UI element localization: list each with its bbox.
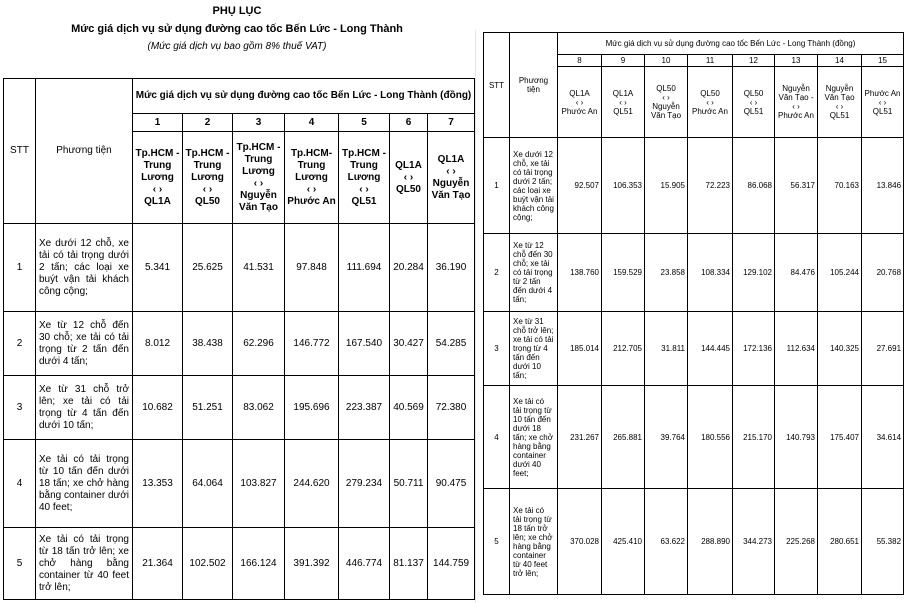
stt-header: STT [484, 33, 510, 138]
price-cell: 106.353 [602, 138, 645, 234]
vehicle-description: Xe dưới 12 chỗ, xe tải có tải trọng dưới 2 tấn; các loại xe buýt vận tải khách công cộng; [36, 224, 133, 312]
route-arrow: ‹ › [619, 97, 627, 107]
column-number: 12 [733, 55, 775, 67]
route-endpoint: QL51 [613, 106, 633, 116]
route-header [602, 67, 645, 138]
price-cell: 344.273 [733, 489, 775, 595]
table-row [4, 312, 475, 376]
vehicle-description: Xe từ 12 chỗ đến 30 chỗ; xe tải có tải trọng từ 2 tấn đến dưới 4 tấn; [36, 312, 133, 376]
row-stt: 4 [484, 386, 510, 489]
vehicle-description: Xe từ 12 chỗ đến 30 chỗ; xe tải có tải trọng từ 2 tấn đến dưới 4 tấn; [510, 234, 558, 312]
column-number: 4 [285, 114, 339, 132]
vehicle-description: Xe tải có tải trọng từ 18 tấn trở lên; xe chở hàng bằng container từ 40 feet trở lên; [510, 489, 558, 595]
vehicle-description: Xe dưới 12 chỗ, xe tải có tải trọng dưới 2 tấn; các loại xe buýt vận tải khách công cộng; [510, 138, 558, 234]
price-cell: 112.634 [775, 312, 818, 386]
route-endpoint: Nguyễn Văn Tạo - [778, 84, 814, 102]
route-arrow: ‹ › [446, 165, 456, 177]
price-cell: 83.062 [233, 376, 285, 440]
document-subtitle: Mức giá dịch vụ sử dụng đường cao tốc Bến Lức - Long Thành [71, 23, 403, 35]
price-cell: 111.694 [339, 224, 390, 312]
column-number: 15 [862, 55, 904, 67]
route-endpoint: Nguyễn Văn Tạo [431, 177, 471, 201]
price-cell: 92.507 [558, 138, 602, 234]
column-number: 13 [775, 55, 818, 67]
price-cell: 244.620 [285, 440, 339, 528]
price-table-left [3, 78, 475, 600]
price-cell: 23.858 [645, 234, 688, 312]
table-row [484, 312, 904, 386]
table-row [4, 528, 475, 600]
price-cell: 90.475 [428, 440, 475, 528]
vehicle-description: Xe tải có tải trọng từ 10 tấn đến dưới 18 tấn; xe chở hàng bằng container dưới 40 feet; [510, 386, 558, 489]
row-stt: 3 [4, 376, 36, 440]
route-arrow: ‹ › [706, 97, 714, 107]
route-header [233, 132, 285, 224]
route-endpoint: Nguyễn Văn Tạo [239, 189, 278, 213]
table-row [484, 386, 904, 489]
price-cell: 144.445 [688, 312, 733, 386]
column-number: 3 [233, 114, 285, 132]
price-cell: 51.251 [183, 376, 233, 440]
stt-header: STT [4, 79, 36, 224]
price-cell: 63.622 [645, 489, 688, 595]
vat-note: (Mức giá dịch vụ bao gồm 8% thuế VAT) [147, 41, 327, 52]
route-arrow: ‹ › [152, 183, 163, 195]
route-header [390, 132, 428, 224]
price-cell: 146.772 [285, 312, 339, 376]
row-stt: 1 [484, 138, 510, 234]
route-header [775, 67, 818, 138]
column-number: 14 [818, 55, 862, 67]
price-cell: 97.848 [285, 224, 339, 312]
price-cell: 185.014 [558, 312, 602, 386]
price-cell: 38.438 [183, 312, 233, 376]
column-number: 6 [390, 114, 428, 132]
route-header [133, 132, 183, 224]
route-header [862, 67, 904, 138]
price-cell: 103.827 [233, 440, 285, 528]
price-cell: 140.325 [818, 312, 862, 386]
route-endpoint: Tp.HCM- Trung Lương [290, 147, 333, 183]
route-header [688, 67, 733, 138]
route-endpoint: Nguyễn Văn Tạo [650, 102, 682, 120]
route-endpoint: QL1A [437, 153, 465, 165]
route-endpoint: QL51 [872, 106, 893, 116]
route-endpoint: Tp.HCM - Trung Lương [185, 147, 230, 183]
route-arrow: ‹ › [253, 177, 264, 189]
route-arrow: ‹ › [878, 97, 887, 107]
row-stt: 5 [484, 489, 510, 595]
row-stt: 3 [484, 312, 510, 386]
price-cell: 36.190 [428, 224, 475, 312]
column-number: 8 [558, 55, 602, 67]
vehicle-header: Phương tiện [510, 33, 558, 138]
route-arrow: ‹ › [403, 171, 414, 183]
route-header [428, 132, 475, 224]
route-endpoint: QL51 [829, 111, 850, 120]
route-endpoint: Phước An [561, 106, 598, 116]
price-cell: 20.768 [862, 234, 904, 312]
price-cell: 129.102 [733, 234, 775, 312]
route-endpoint: QL50 [743, 88, 764, 98]
price-cell: 370.028 [558, 489, 602, 595]
route-endpoint: QL1A [612, 88, 634, 98]
route-endpoint: QL50 [194, 195, 220, 207]
price-cell: 144.759 [428, 528, 475, 600]
price-cell: 425.410 [602, 489, 645, 595]
price-cell: 108.334 [688, 234, 733, 312]
route-header [733, 67, 775, 138]
price-cell: 54.285 [428, 312, 475, 376]
price-cell: 167.540 [339, 312, 390, 376]
route-header [645, 67, 688, 138]
price-cell: 25.625 [183, 224, 233, 312]
route-header [285, 132, 339, 224]
route-endpoint: QL50 [700, 88, 720, 98]
page-divider [475, 30, 476, 603]
price-cell: 391.392 [285, 528, 339, 600]
vehicle-header: Phương tiện [36, 79, 133, 224]
route-arrow: ‹ › [835, 102, 844, 111]
price-cell: 70.163 [818, 138, 862, 234]
route-header [339, 132, 390, 224]
price-cell: 140.793 [775, 386, 818, 489]
route-arrow: ‹ › [306, 183, 317, 195]
price-cell: 64.064 [183, 440, 233, 528]
price-cell: 40.569 [390, 376, 428, 440]
price-cell: 166.124 [233, 528, 285, 600]
price-cell: 172.136 [733, 312, 775, 386]
route-arrow: ‹ › [575, 97, 584, 107]
price-cell: 105.244 [818, 234, 862, 312]
row-stt: 2 [4, 312, 36, 376]
price-group-header: Mức giá dịch vụ sử dụng đường cao tốc Bến Lức - Long Thành (đồng) [558, 33, 904, 55]
price-cell: 62.296 [233, 312, 285, 376]
price-cell: 84.476 [775, 234, 818, 312]
price-cell: 180.556 [688, 386, 733, 489]
price-cell: 31.811 [645, 312, 688, 386]
price-cell: 265.881 [602, 386, 645, 489]
price-cell: 102.502 [183, 528, 233, 600]
row-stt: 5 [4, 528, 36, 600]
price-cell: 223.387 [339, 376, 390, 440]
row-stt: 2 [484, 234, 510, 312]
price-cell: 13.846 [862, 138, 904, 234]
price-cell: 13.353 [133, 440, 183, 528]
route-header [558, 67, 602, 138]
route-arrow: ‹ › [792, 102, 800, 111]
price-cell: 8.012 [133, 312, 183, 376]
price-cell: 195.696 [285, 376, 339, 440]
route-endpoint: Tp.HCM - Trung Lương [135, 147, 180, 183]
table-row [484, 138, 904, 234]
price-cell: 175.407 [818, 386, 862, 489]
route-endpoint: QL1A [395, 159, 422, 171]
column-number: 1 [133, 114, 183, 132]
route-endpoint: QL51 [351, 195, 377, 207]
price-cell: 72.223 [688, 138, 733, 234]
row-stt: 1 [4, 224, 36, 312]
vehicle-description: Xe từ 31 chỗ trở lên; xe tải có tải trọng từ 4 tấn đến dưới 10 tấn; [36, 376, 133, 440]
vehicle-description: Xe từ 31 chỗ trở lên; xe tải có tải trọng từ 4 tấn đến dưới 10 tấn; [510, 312, 558, 386]
route-endpoint: Tp.HCM - Trung Lương [236, 141, 281, 177]
route-endpoint: QL1A [144, 195, 171, 207]
price-cell: 225.268 [775, 489, 818, 595]
price-cell: 212.705 [602, 312, 645, 386]
vehicle-description: Xe tải có tải trọng từ 18 tấn trở lên; xe chở hàng bằng container từ 40 feet trở lên; [36, 528, 133, 600]
route-endpoint: Phước An [778, 111, 814, 120]
price-cell: 72.380 [428, 376, 475, 440]
price-cell: 5.341 [133, 224, 183, 312]
price-cell: 81.137 [390, 528, 428, 600]
route-arrow: ‹ › [202, 183, 213, 195]
route-arrow: ‹ › [749, 97, 758, 107]
row-stt: 4 [4, 440, 36, 528]
table-row [4, 224, 475, 312]
route-header [818, 67, 862, 138]
route-header [183, 132, 233, 224]
price-cell: 15.905 [645, 138, 688, 234]
route-endpoint: Tp.HCM - Trung Lương [342, 147, 386, 183]
vehicle-description: Xe tải có tải trọng từ 10 tấn đến dưới 18 tấn; xe chở hàng bằng container dưới 40 feet; [36, 440, 133, 528]
column-number: 11 [688, 55, 733, 67]
table-row [484, 234, 904, 312]
price-cell: 55.382 [862, 489, 904, 595]
price-table-right [483, 32, 904, 595]
price-cell: 159.529 [602, 234, 645, 312]
column-number: 9 [602, 55, 645, 67]
table-row [4, 440, 475, 528]
price-cell: 215.170 [733, 386, 775, 489]
price-cell: 231.267 [558, 386, 602, 489]
route-endpoint: Nguyễn Văn Tạo [824, 84, 855, 102]
column-number: 5 [339, 114, 390, 132]
price-cell: 280.651 [818, 489, 862, 595]
route-endpoint: QL1A [569, 88, 590, 98]
appendix-title: PHỤ LỤC [212, 5, 262, 17]
route-endpoint: QL51 [743, 106, 764, 116]
column-number: 7 [428, 114, 475, 132]
price-cell: 86.068 [733, 138, 775, 234]
table-row [484, 489, 904, 595]
price-group-header: Mức giá dịch vụ sử dụng đường cao tốc Bến Lức - Long Thành (đồng) [133, 79, 475, 114]
column-number: 10 [645, 55, 688, 67]
route-arrow: ‹ › [359, 183, 369, 195]
price-cell: 288.890 [688, 489, 733, 595]
price-cell: 279.234 [339, 440, 390, 528]
table-row [4, 376, 475, 440]
price-cell: 34.614 [862, 386, 904, 489]
route-endpoint: QL50 [656, 84, 676, 93]
route-endpoint: QL50 [395, 183, 421, 195]
price-cell: 30.427 [390, 312, 428, 376]
price-cell: 138.760 [558, 234, 602, 312]
price-cell: 10.682 [133, 376, 183, 440]
column-number: 2 [183, 114, 233, 132]
price-cell: 41.531 [233, 224, 285, 312]
route-endpoint: Phước An [287, 195, 336, 207]
price-cell: 21.364 [133, 528, 183, 600]
price-cell: 446.774 [339, 528, 390, 600]
price-cell: 20.284 [390, 224, 428, 312]
price-cell: 27.691 [862, 312, 904, 386]
price-cell: 56.317 [775, 138, 818, 234]
price-cell: 50.711 [390, 440, 428, 528]
route-endpoint: Phước An [864, 88, 901, 98]
route-arrow: ‹ › [662, 93, 670, 102]
price-cell: 39.764 [645, 386, 688, 489]
route-endpoint: Phước An [692, 106, 728, 116]
